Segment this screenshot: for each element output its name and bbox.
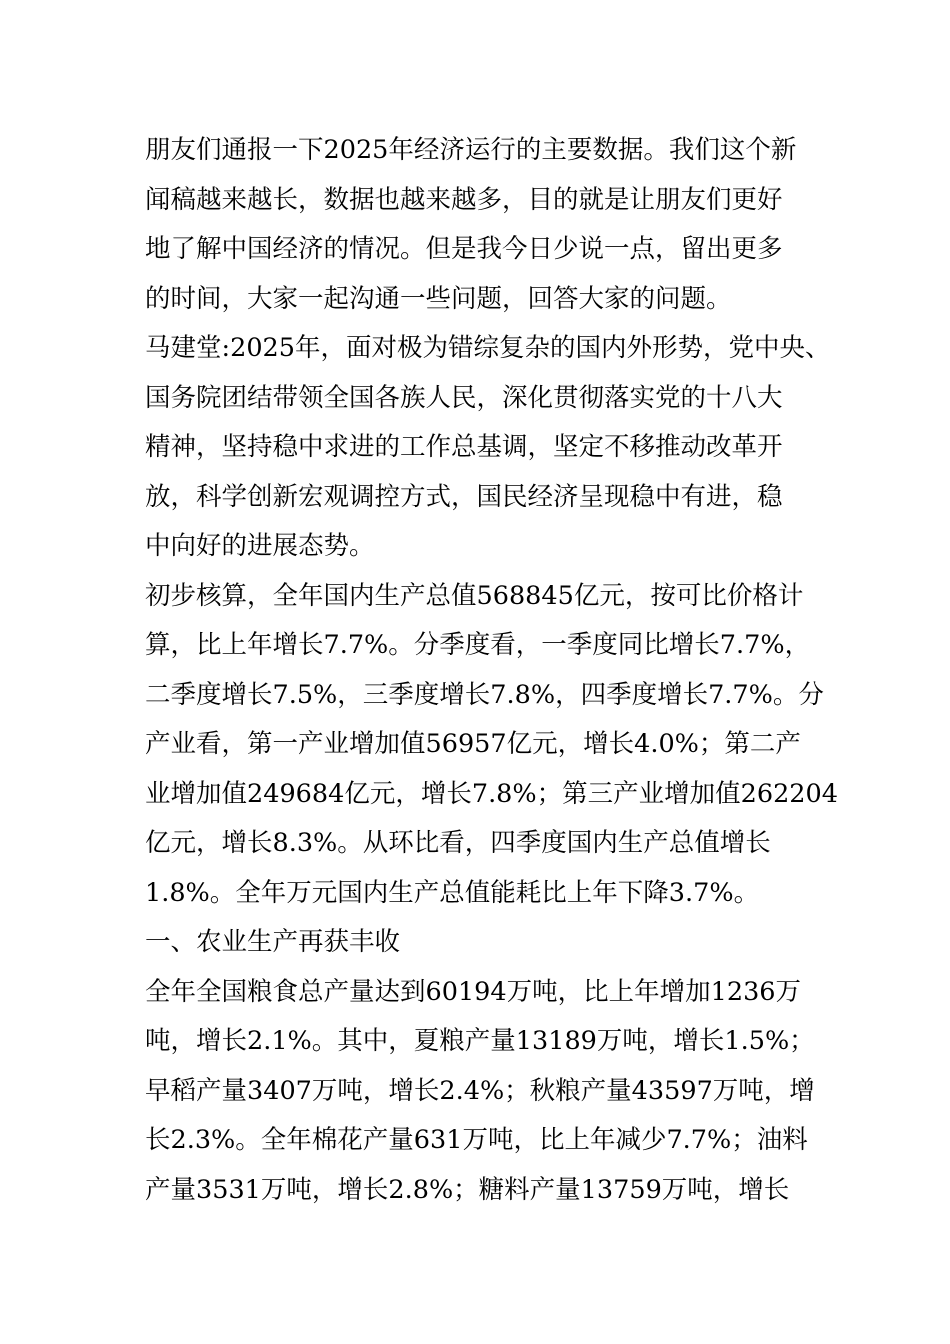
- text-line: 初步核算，全年国内生产总值568845亿元，按可比价格计: [145, 580, 804, 611]
- text-line: 业增加值249684亿元，增长7.8%；第三产业增加值262204: [145, 778, 838, 809]
- text-line: 产量3531万吨，增长2.8%；糖料产量13759万吨，增长: [145, 1174, 790, 1205]
- text-line: 二季度增长7.5%，三季度增长7.8%，四季度增长7.7%。分: [145, 679, 824, 710]
- text-line: 国务院团结带领全国各族人民，深化贯彻落实党的十八大: [145, 382, 783, 413]
- text-line: 算，比上年增长7.7%。分季度看，一季度同比增长7.7%，: [145, 630, 811, 660]
- text-line: 早稻产量3407万吨，增长2.4%；秋粮产量43597万吨，增: [145, 1075, 815, 1106]
- text-line: 的时间，大家一起沟通一些问题，回答大家的问题。: [145, 283, 732, 314]
- text-line: 亿元，增长8.3%。从环比看，四季度国内生产总值增长: [145, 828, 771, 858]
- text-line: 全年全国粮食总产量达到60194万吨，比上年增加1236万: [145, 976, 802, 1007]
- text-line: 放，科学创新宏观调控方式，国民经济呈现稳中有进，稳: [145, 481, 783, 512]
- text-line: 精神，坚持稳中求进的工作总基调，坚定不移推动改革开: [145, 432, 783, 462]
- text-line: 马建堂:2025年，面对极为错综复杂的国内外形势，党中央、: [145, 333, 831, 363]
- document-body: [145, 126, 838, 1215]
- text-line: 吨，增长2.1%。其中，夏粮产量13189万吨，增长1.5%；: [145, 1026, 815, 1056]
- text-line: 1.8%。全年万元国内生产总值能耗比上年下降3.7%。: [145, 877, 760, 908]
- text-line: 地了解中国经济的情况。但是我今日少说一点，留出更多: [145, 234, 783, 264]
- text-line: 产业看，第一产业增加值56957亿元，增长4.0%；第二产: [145, 729, 801, 759]
- text-line: 长2.3%。全年棉花产量631万吨，比上年减少7.7%；油料: [145, 1125, 808, 1155]
- text-line: 朋友们通报一下2025年经济运行的主要数据。我们这个新: [145, 135, 797, 165]
- text-line: 中向好的进展态势。: [145, 531, 375, 561]
- section-heading: 一、农业生产再获丰收: [145, 927, 401, 957]
- text-line: 闻稿越来越长，数据也越来越多，目的就是让朋友们更好: [145, 184, 783, 215]
